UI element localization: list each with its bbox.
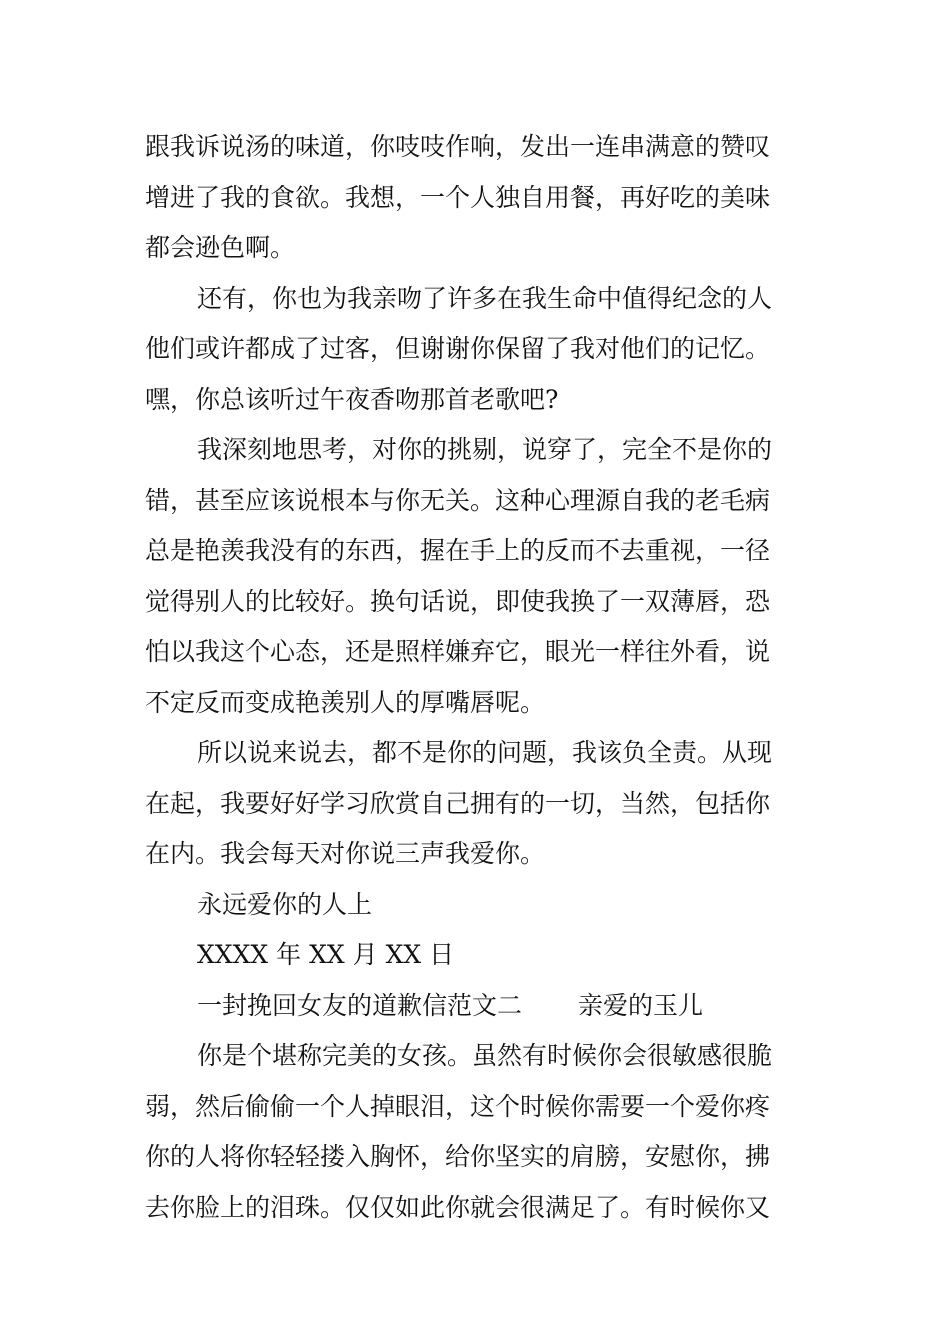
text-line: 他们或许都成了过客，但谢谢你保留了我对他们的记忆。 [145,334,771,363]
text-line: 觉得别人的比较好。换句话说，即使我换了一双薄唇，恐 [145,586,771,616]
text-line: 不定反而变成艳羡别人的厚嘴唇呢。 [145,687,546,717]
text-line: 跟我诉说汤的味道，你吱吱作响，发出一连串满意的赞叹 [145,132,771,161]
text-line: 你是个堪称完美的女孩。虽然有时候你会很敏感很脆 [197,1041,773,1070]
signature-line: 永远爱你的人上 [197,889,373,919]
text-line: 都会逊色啊。 [145,233,296,262]
text-line: 增进了我的食欲。我想，一个人独自用餐，再好吃的美味 [145,182,771,212]
text-line: 你的人将你轻轻搂入胸怀，给你坚实的肩膀，安慰你，拂 [145,1142,771,1171]
text-line: 在内。我会每天对你说三声我爱你。 [145,839,546,868]
text-line: 错，甚至应该说根本与你无关。这种心理源自我的老毛病 [145,485,771,515]
text-line: 去你脸上的泪珠。仅仅如此你就会很满足了。有时候你又 [145,1192,771,1222]
text-line: 嘿，你总该听过午夜香吻那首老歌吧? [145,384,559,414]
text-line: 还有，你也为我亲吻了许多在我生命中值得纪念的人 [197,283,773,313]
text-line: 弱，然后偷偷一个人掉眼泪，这个时候你需要一个爱你疼 [145,1091,771,1121]
heading-title: 一封挽回女友的道歉信范文二 [197,990,523,1020]
text-line: 我深刻地思考，对你的挑剔，说穿了，完全不是你的 [197,435,773,464]
text-line: 怕以我这个心态，还是照样嫌弃它，眼光一样往外看，说 [145,637,771,666]
salutation: 亲爱的玉儿 [578,990,704,1020]
text-line: 总是艳羡我没有的东西，握在手上的反而不去重视，一径 [145,536,771,565]
date-line: XXXX 年 XX 月 XX 日 [197,940,455,969]
text-line: 所以说来说去，都不是你的问题，我该负全责。从现 [197,738,773,767]
section-heading [145,981,810,1032]
letter-body [145,122,810,1233]
text-line: 在起，我要好好学习欣赏自己拥有的一切，当然，包括你 [145,788,771,818]
